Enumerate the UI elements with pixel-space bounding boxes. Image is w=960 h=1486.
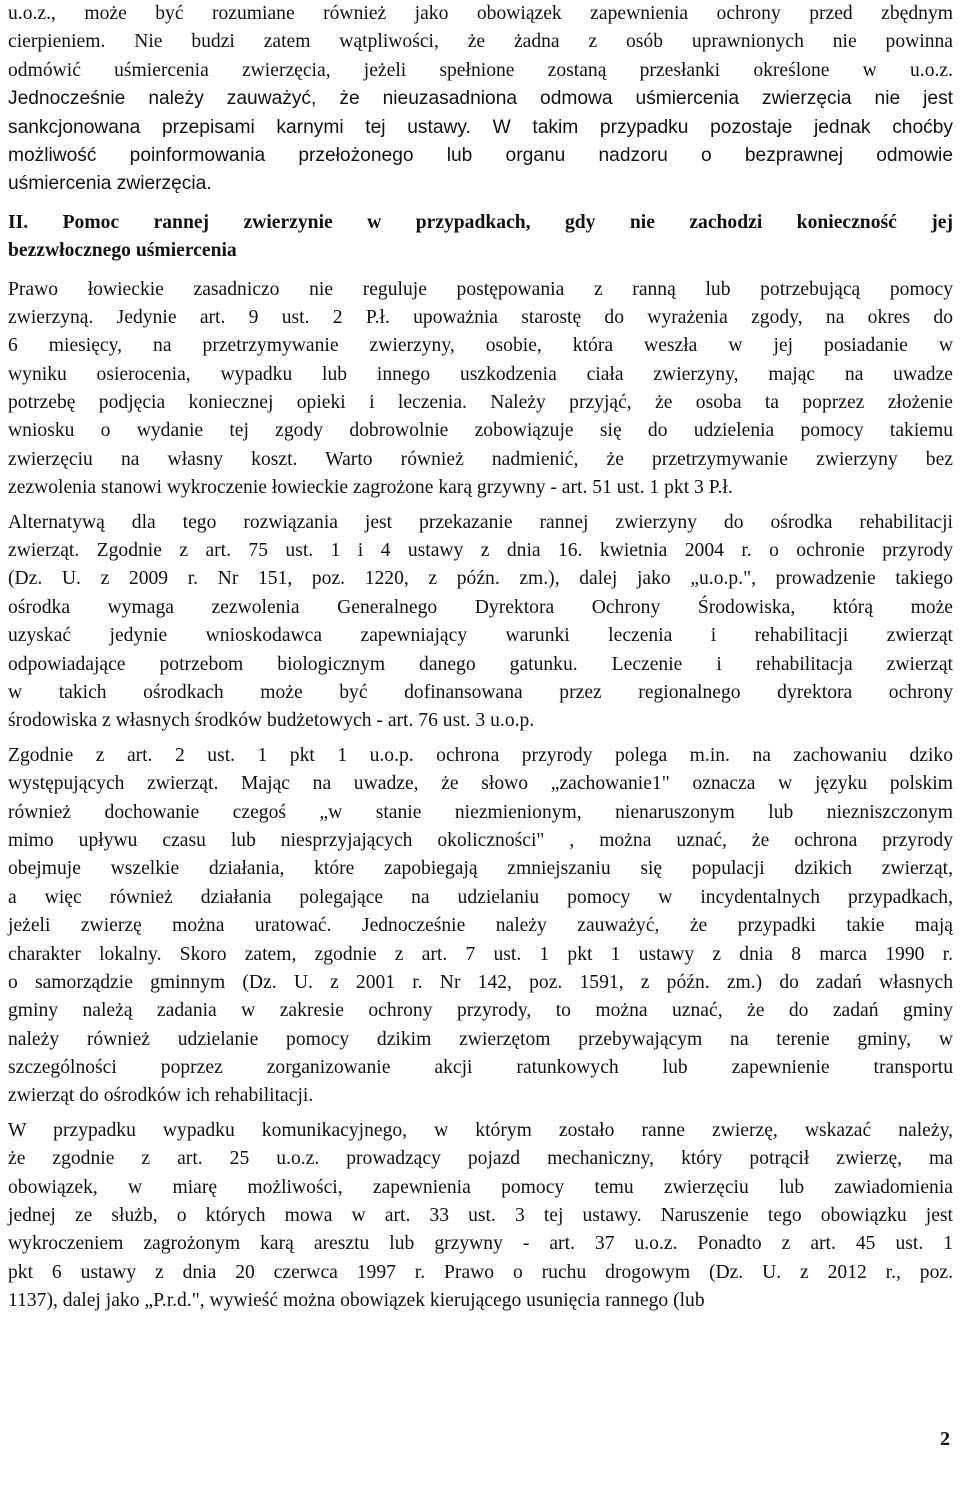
- page-number: 2: [940, 1428, 950, 1450]
- text-line: potrzebę podjęcia koniecznej opieki i leczenia. Należy przyjąć, że osoba ta poprzez złożenie: [8, 392, 953, 414]
- text-line: 6 miesięcy, na przetrzymywanie zwierzyny, osobie, która weszła w jej posiadanie w: [8, 335, 953, 357]
- text-line: obowiązek, w miarę możliwości, zapewnienia pomocy temu zwierzęciu lub zawiadomienia: [8, 1176, 953, 1198]
- text-line: Zgodnie z art. 2 ust. 1 pkt 1 u.o.p. ochrona przyrody polega m.in. na zachowaniu dziko: [8, 744, 953, 766]
- paragraph-ochrona-przyrody: [8, 742, 953, 1111]
- text-line: uzyskać jedynie wnioskodawca zapewniający warunki leczenia i rehabilitacji zwierząt: [8, 625, 953, 647]
- text-line: odpowiadające potrzebom biologicznym danego gatunku. Leczenie i rehabilitacja zwierząt: [8, 653, 953, 675]
- text-line: cierpieniem. Nie budzi zatem wątpliwości, że żadna z osób uprawnionych nie powinna: [8, 31, 953, 53]
- text-line: W przypadku wypadku komunikacyjnego, w którym zostało ranne zwierzę, wskazać należy,: [8, 1119, 953, 1141]
- text-line: środowiska z własnych środków budżetowych - art. 76 ust. 3 u.o.p.: [8, 710, 535, 732]
- text-line: uśmiercenia zwierzęcia.: [8, 173, 212, 195]
- section-heading: [8, 209, 953, 266]
- text-line: wyniku osierocenia, wypadku lub innego uszkodzenia ciała zwierzyny, mając na uwadze: [8, 363, 953, 385]
- text-line: obejmuje wszelkie działania, które zapobiegają zmniejszaniu się populacji dzikich zwierząt,: [8, 858, 953, 880]
- text-line: możliwość poinformowania przełożonego lub organu nadzoru o bezprawnej odmowie: [8, 144, 953, 166]
- text-line: należy również udzielanie pomocy dzikim zwierzętom przebywającym na terenie gminy, w: [8, 1028, 953, 1050]
- text-line: szczególności poprzez zorganizowanie akcji ratunkowych lub zapewnienie transportu: [8, 1057, 953, 1079]
- text-line: zwierzęciu na własny koszt. Warto również nadmienić, że przetrzymywanie zwierzyny bez: [8, 448, 953, 470]
- text-line: odmówić uśmiercenia zwierzęcia, jeżeli spełnione zostaną przesłanki określone w u.o.z.: [8, 59, 953, 81]
- text-line: w takich ośrodkach może być dofinansowana przez regionalnego dyrektora ochrony: [8, 681, 953, 703]
- text-line: jednej ze służb, o których mowa w art. 33 ust. 3 tej ustawy. Naruszenie tego obowiązku jest: [8, 1205, 953, 1227]
- text-line: charakter lokalny. Skoro zatem, zgodnie z art. 7 ust. 1 pkt 1 ustawy z dnia 8 marca 1990 r.: [8, 943, 953, 965]
- text-line: również dochowanie czegoś „w stanie niezmienionym, nienaruszonym lub niezniszczonym: [8, 801, 953, 823]
- heading-line: II. Pomoc rannej zwierzynie w przypadkach, gdy nie zachodzi konieczność jej: [8, 211, 953, 233]
- document-page: [8, 0, 953, 1316]
- text-line: występujących zwierząt. Mając na uwadze, że słowo „zachowanie1" oznacza w języku polskim: [8, 773, 953, 795]
- text-line: Prawo łowieckie zasadniczo nie reguluje postępowania z ranną lub potrzebującą pomocy: [8, 278, 953, 300]
- text-line: o samorządzie gminnym (Dz. U. z 2001 r. Nr 142, poz. 1591, z późn. zm.) do zadań własnych: [8, 971, 953, 993]
- text-line: pkt 6 ustawy z dnia 20 czerwca 1997 r. Prawo o ruchu drogowym (Dz. U. z 2012 r., poz.: [8, 1261, 953, 1283]
- text-line: zwierząt. Zgodnie z art. 75 ust. 1 i 4 ustawy z dnia 16. kwietnia 2004 r. o ochronie przyrody: [8, 540, 953, 562]
- text-line: mimo upływu czasu lub niesprzyjających okoliczności" , można uznać, że ochrona przyrody: [8, 829, 953, 851]
- text-line: gminy należą zadania w zakresie ochrony przyrody, to można uznać, że do zadań gminy: [8, 1000, 953, 1022]
- text-line: (Dz. U. z 2009 r. Nr 151, poz. 1220, z późn. zm.), dalej jako „u.o.p.", prowadzenie takiego: [8, 568, 953, 590]
- paragraph-osrodek-rehabilitacji: [8, 509, 953, 736]
- heading-line: bezzwłocznego uśmiercenia: [8, 240, 237, 262]
- paragraph-wypadek-komunikacyjny: [8, 1117, 953, 1316]
- text-line: wniosku o wydanie tej zgody dobrowolnie zobowiązuje się do udzielenia pomocy takiemu: [8, 420, 953, 442]
- text-line: zwierzyną. Jedynie art. 9 ust. 2 P.ł. upoważnia starostę do wyrażenia zgody, na okres do: [8, 306, 953, 328]
- text-line: 1137), dalej jako „P.r.d.", wywieść można obowiązek kierującego usunięcia rannego (lub: [8, 1290, 705, 1312]
- paragraph-prawo-lowieckie: [8, 276, 953, 503]
- text-line: sankcjonowana przepisami karnymi tej ustawy. W takim przypadku pozostaje jednak choćby: [8, 116, 953, 138]
- text-line: jeżeli zwierzę można uratować. Jednocześnie należy zauważyć, że przypadki takie mają: [8, 915, 953, 937]
- top-paragraph: [8, 0, 953, 199]
- text-line: wykroczeniem zagrożonym karą aresztu lub grzywny - art. 37 u.o.z. Ponadto z art. 45 ust. 1: [8, 1233, 953, 1255]
- text-line: a więc również działania polegające na udzielaniu pomocy w incydentalnych przypadkach,: [8, 886, 953, 908]
- text-line: Jednocześnie należy zauważyć, że nieuzasadniona odmowa uśmiercenia zwierzęcia nie jest: [8, 88, 953, 110]
- text-line: zezwolenia stanowi wykroczenie łowieckie zagrożone karą grzywny - art. 51 ust. 1 pkt 3 P.ł.: [8, 477, 733, 499]
- text-line: że zgodnie z art. 25 u.o.z. prowadzący pojazd mechaniczny, który potrącił zwierzę, ma: [8, 1148, 953, 1170]
- text-line: ośrodka wymaga zezwolenia Generalnego Dyrektora Ochrony Środowiska, którą może: [8, 596, 953, 618]
- text-line: u.o.z., może być rozumiane również jako obowiązek zapewnienia ochrony przed zbędnym: [8, 3, 953, 24]
- text-line: zwierząt do ośrodków ich rehabilitacji.: [8, 1085, 314, 1107]
- text-line: Alternatywą dla tego rozwiązania jest przekazanie rannej zwierzyny do ośrodka rehabilitacji: [8, 511, 953, 533]
